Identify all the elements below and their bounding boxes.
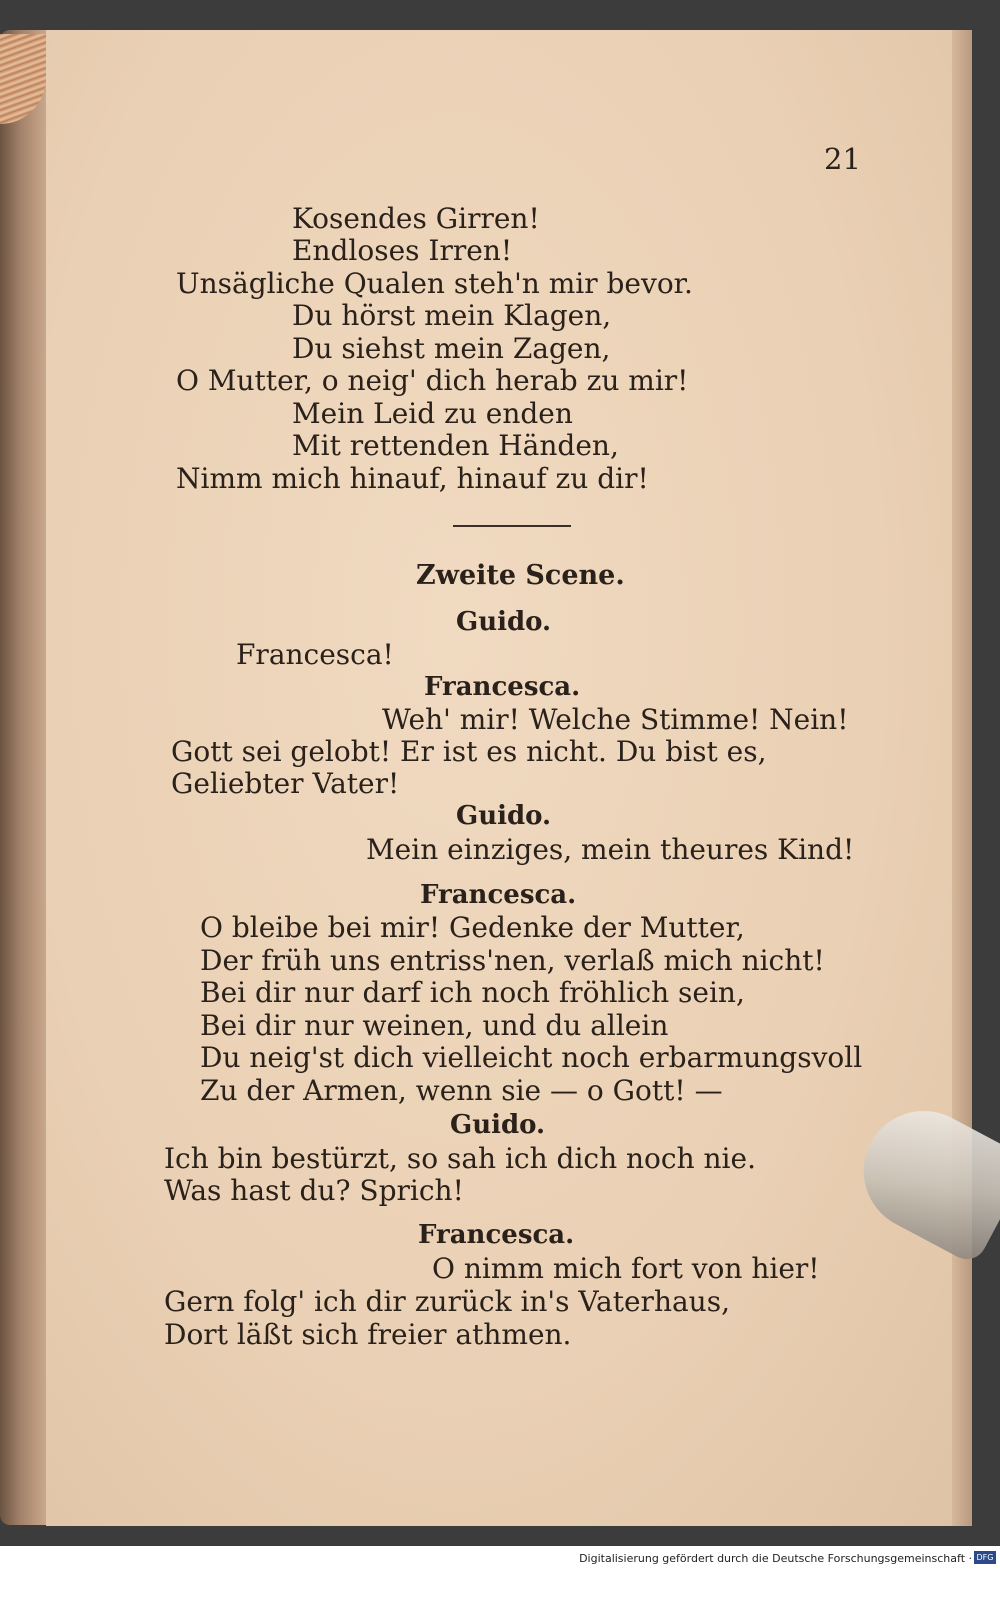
speaker-name: Francesca. bbox=[424, 672, 581, 702]
verse-line: Kosendes Girren! bbox=[292, 202, 540, 235]
scene-heading: Zweite Scene. bbox=[416, 560, 625, 591]
speaker-name: Guido. bbox=[450, 1110, 546, 1140]
verse-line: Endloses Irren! bbox=[292, 234, 513, 267]
verse-line: Nimm mich hinauf, hinauf zu dir! bbox=[176, 462, 649, 495]
dialogue-line: Dort läßt sich freier athmen. bbox=[164, 1318, 572, 1351]
dialogue-line: Weh' mir! Welche Stimme! Nein! bbox=[382, 703, 849, 736]
page-edge bbox=[952, 30, 972, 1526]
dialogue-line: Francesca! bbox=[236, 638, 394, 671]
dialogue-line: Mein einziges, mein theures Kind! bbox=[366, 833, 855, 866]
verse-line: Du siehst mein Zagen, bbox=[292, 332, 611, 365]
dialogue-line: Was hast du? Sprich! bbox=[164, 1174, 464, 1207]
verse-line: Mein Leid zu enden bbox=[292, 397, 573, 430]
dfg-logo-icon: DFG bbox=[974, 1551, 996, 1564]
verse-line: Unsägliche Qualen steh'n mir bevor. bbox=[176, 267, 693, 300]
dialogue-line: Gott sei gelobt! Er ist es nicht. Du bist es, bbox=[171, 735, 767, 768]
verse-line: O Mutter, o neig' dich herab zu mir! bbox=[176, 364, 689, 397]
verse-line: Mit rettenden Händen, bbox=[292, 429, 619, 462]
funding-credit: Digitalisierung gefördert durch die Deutsche Forschungsgemeinschaft · bbox=[579, 1552, 972, 1565]
dialogue-line: Du neig'st dich vielleicht noch erbarmungsvoll bbox=[200, 1041, 863, 1074]
dialogue-line: Bei dir nur weinen, und du allein bbox=[200, 1009, 669, 1042]
speaker-name: Francesca. bbox=[420, 880, 577, 910]
dialogue-line: Gern folg' ich dir zurück in's Vaterhaus, bbox=[164, 1285, 730, 1318]
book-page bbox=[46, 30, 952, 1526]
dialogue-line: Geliebter Vater! bbox=[171, 767, 400, 800]
dialogue-line: Ich bin bestürzt, so sah ich dich noch nie. bbox=[164, 1142, 756, 1175]
left-page-stack bbox=[0, 30, 46, 1525]
dialogue-line: Der früh uns entriss'nen, verlaß mich nicht! bbox=[200, 944, 825, 977]
speaker-name: Guido. bbox=[456, 801, 552, 831]
dialogue-line: Bei dir nur darf ich noch fröhlich sein, bbox=[200, 976, 745, 1009]
speaker-name: Francesca. bbox=[418, 1220, 575, 1250]
page-number: 21 bbox=[824, 142, 861, 176]
dialogue-line: O nimm mich fort von hier! bbox=[432, 1252, 820, 1285]
dialogue-line: Zu der Armen, wenn sie — o Gott! — bbox=[200, 1074, 723, 1107]
verse-line: Du hörst mein Klagen, bbox=[292, 299, 612, 332]
section-divider bbox=[453, 525, 571, 527]
speaker-name: Guido. bbox=[456, 607, 552, 637]
dialogue-line: O bleibe bei mir! Gedenke der Mutter, bbox=[200, 911, 745, 944]
